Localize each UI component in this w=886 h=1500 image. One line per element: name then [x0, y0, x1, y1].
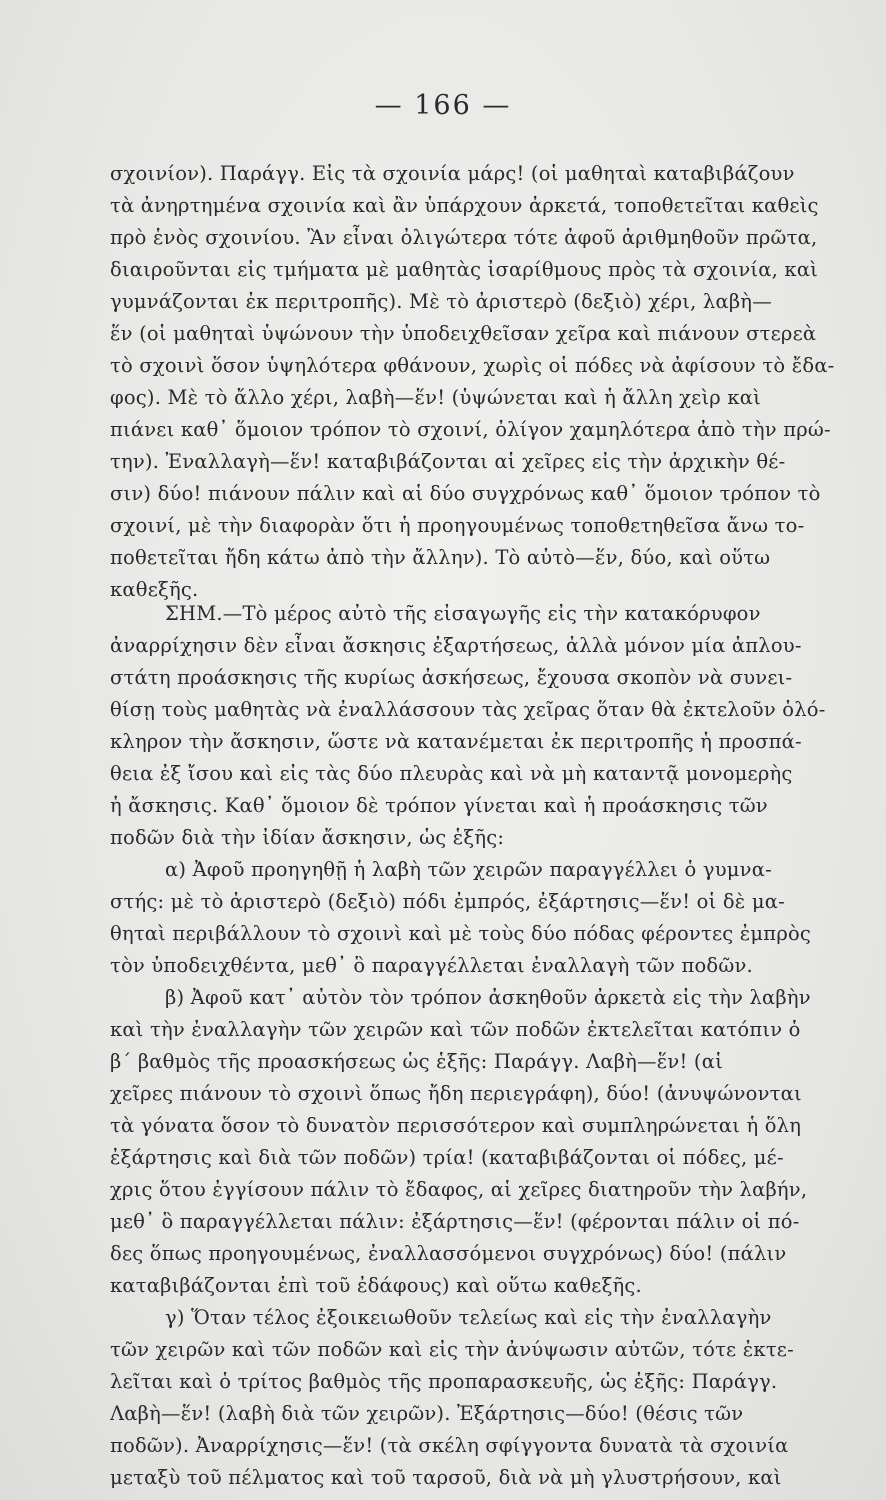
text-line: γ) Ὅταν τέλος ἐξοικειωθοῦν τελείως καὶ εἰς τὴν ἐναλλαγὴν [165, 1306, 772, 1329]
text-line: χεῖρες πιάνουν τὸ σχοινὶ ὅπως ἤδη περιεγράφη), δύο! (ἀνυψώνονται [110, 1082, 802, 1105]
text-line: σιν) δύο! πιάνουν πάλιν καὶ αἱ δύο συγχρόνως καθ᾽ ὅμοιον τρόπον τὸ [110, 482, 821, 505]
text-line: καταβιβάζονται ἐπὶ τοῦ ἐδάφους) καὶ οὕτω καθεξῆς. [110, 1274, 642, 1297]
text-line: ποδῶν). Ἀναρρίχησις—ἕν! (τὰ σκέλη σφίγγοντα δυνατὰ τὰ σχοινία [110, 1434, 789, 1457]
text-line: ἐξάρτησις καὶ διὰ τῶν ποδῶν) τρία! (καταβιβάζονται οἱ πόδες, μέ- [110, 1146, 784, 1169]
text-line: κληρον τὴν ἄσκησιν, ὥστε νὰ κατανέμεται ἐκ περιτροπῆς ἡ προσπά- [110, 730, 802, 753]
text-line: ἡ ἄσκησις. Καθ᾽ ὅμοιον δὲ τρόπον γίνεται καὶ ἡ προάσκησις τῶν [110, 794, 768, 817]
text-line: ποδῶν διὰ τὴν ἰδίαν ἄσκησιν, ὡς ἑξῆς: [110, 826, 505, 849]
paragraph-rope-climbing-instructions [110, 158, 875, 606]
text-line: καθεξῆς. [110, 578, 199, 601]
text-line: Λαβὴ—ἕν! (λαβὴ διὰ τῶν χειρῶν). Ἐξάρτησις—δύο! (θέσις τῶν [110, 1402, 744, 1425]
text-line: α) Ἀφοῦ προηγηθῇ ἡ λαβὴ τῶν χειρῶν παραγγέλλει ὁ γυμνα- [165, 858, 772, 881]
paragraph-note [110, 598, 875, 1494]
text-line: μεταξὺ τοῦ πέλματος καὶ τοῦ ταρσοῦ, διὰ νὰ μὴ γλυστρήσουν, καὶ [110, 1466, 782, 1489]
text-line: φος). Μὲ τὸ ἄλλο χέρι, λαβὴ—ἕν! (ὑψώνεται καὶ ἡ ἄλλη χεὶρ καὶ [110, 386, 761, 409]
text-line: γυμνάζονται ἐκ περιτροπῆς). Μὲ τὸ ἀριστερὸ (δεξιὸ) χέρι, λαβὴ— [110, 290, 772, 313]
text-line: ἀναρρίχησιν δὲν εἶναι ἄσκησις ἐξαρτήσεως, ἀλλὰ μόνον μία ἁπλου- [110, 634, 802, 657]
text-line: χρις ὅτου ἐγγίσουν πάλιν τὸ ἔδαφος, αἱ χεῖρες διατηροῦν τὴν λαβήν, [110, 1178, 808, 1201]
text-line: τὰ γόνατα ὅσον τὸ δυνατὸν περισσότερον καὶ συμπληρώνεται ἡ ὅλη [110, 1114, 802, 1137]
text-line: τὸ σχοινὶ ὅσον ὑψηλότερα φθάνουν, χωρὶς οἱ πόδες νὰ ἀφίσουν τὸ ἔδα- [110, 354, 835, 377]
text-line: β΄ βαθμὸς τῆς προασκήσεως ὡς ἑξῆς: Παράγγ. Λαβὴ—ἕν! (αἱ [110, 1050, 723, 1073]
text-line: πρὸ ἑνὸς σχοινίου. Ἂν εἶναι ὀλιγώτερα τότε ἀφοῦ ἀριθμηθοῦν πρῶτα, [110, 226, 818, 249]
page-number: — 166 — [374, 90, 512, 121]
text-line: τῶν χειρῶν καὶ τῶν ποδῶν καὶ εἰς τὴν ἀνύψωσιν αὐτῶν, τότε ἐκτε- [110, 1338, 794, 1361]
text-line: ἕν (οἱ μαθηταὶ ὑψώνουν τὴν ὑποδειχθεῖσαν χεῖρα καὶ πιάνουν στερεὰ [110, 322, 817, 345]
text-line: καὶ τὴν ἐναλλαγὴν τῶν χειρῶν καὶ τῶν ποδῶν ἐκτελεῖται κατόπιν ὁ [110, 1018, 801, 1041]
text-line: στάτη προάσκησις τῆς κυρίως ἀσκήσεως, ἔχουσα σκοπὸν νὰ συνει- [110, 666, 793, 689]
text-line: μεθ᾽ ὃ παραγγέλλεται πάλιν: ἐξάρτησις—ἕν! (φέρονται πάλιν οἱ πό- [110, 1210, 800, 1233]
text-line: λεῖται καὶ ὁ τρίτος βαθμὸς τῆς προπαρασκευῆς, ὡς ἑξῆς: Παράγγ. [110, 1370, 778, 1393]
text-line: β) Ἀφοῦ κατ᾽ αὐτὸν τὸν τρόπον ἀσκηθοῦν ἀρκετὰ εἰς τὴν λαβὴν [165, 986, 811, 1009]
text-line: στής: μὲ τὸ ἀριστερὸ (δεξιὸ) πόδι ἐμπρός, ἐξάρτησις—ἕν! οἱ δὲ μα- [110, 890, 785, 913]
text-line: ΣΗΜ.—Τὸ μέρος αὐτὸ τῆς εἰσαγωγῆς εἰς τὴν κατακόρυφον [165, 602, 761, 625]
text-line: διαιροῦνται εἰς τμήματα μὲ μαθητὰς ἰσαρίθμους πρὸς τὰ σχοινία, καὶ [110, 258, 819, 281]
text-line: τὸν ὑποδειχθέντα, μεθ᾽ ὃ παραγγέλλεται ἐναλλαγὴ τῶν ποδῶν. [110, 954, 753, 977]
text-line: θηταὶ περιβάλλουν τὸ σχοινὶ καὶ μὲ τοὺς δύο πόδας φέροντες ἐμπρὸς [110, 922, 812, 945]
text-line: την). Ἐναλλαγὴ—ἕν! καταβιβάζονται αἱ χεῖρες εἰς τὴν ἀρχικὴν θέ- [110, 450, 786, 473]
text-line: δες ὅπως προηγουμένως, ἐναλλασσόμενοι συγχρόνως) δύο! (πάλιν [110, 1242, 787, 1265]
text-line: τὰ ἀνηρτημένα σχοινία καὶ ἂν ὑπάρχουν ἀρκετά, τοποθετεῖται καθεὶς [110, 194, 819, 217]
text-line: σχοινί, μὲ τὴν διαφορὰν ὅτι ἡ προηγουμένως τοποθετηθεῖσα ἄνω το- [110, 514, 805, 537]
text-line: θεια ἐξ ἴσου καὶ εἰς τὰς δύο πλευρὰς καὶ νὰ μὴ καταντᾷ μονομερὴς [110, 762, 793, 785]
text-line: σχοινίον). Παράγγ. Εἰς τὰ σχοινία μάρς! (οἱ μαθηταὶ καταβιβάζουν [110, 162, 795, 185]
text-line: θίσῃ τοὺς μαθητὰς νὰ ἐναλλάσσουν τὰς χεῖρας ὅταν θὰ ἐκτελοῦν ὁλό- [110, 698, 826, 721]
text-line: ποθετεῖται ἤδη κάτω ἀπὸ τὴν ἄλλην). Τὸ αὐτὸ—ἕν, δύο, καὶ οὕτω [110, 546, 771, 569]
text-line: πιάνει καθ᾽ ὅμοιον τρόπον τὸ σχοινί, ὀλίγον χαμηλότερα ἀπὸ τὴν πρώ- [110, 418, 831, 441]
